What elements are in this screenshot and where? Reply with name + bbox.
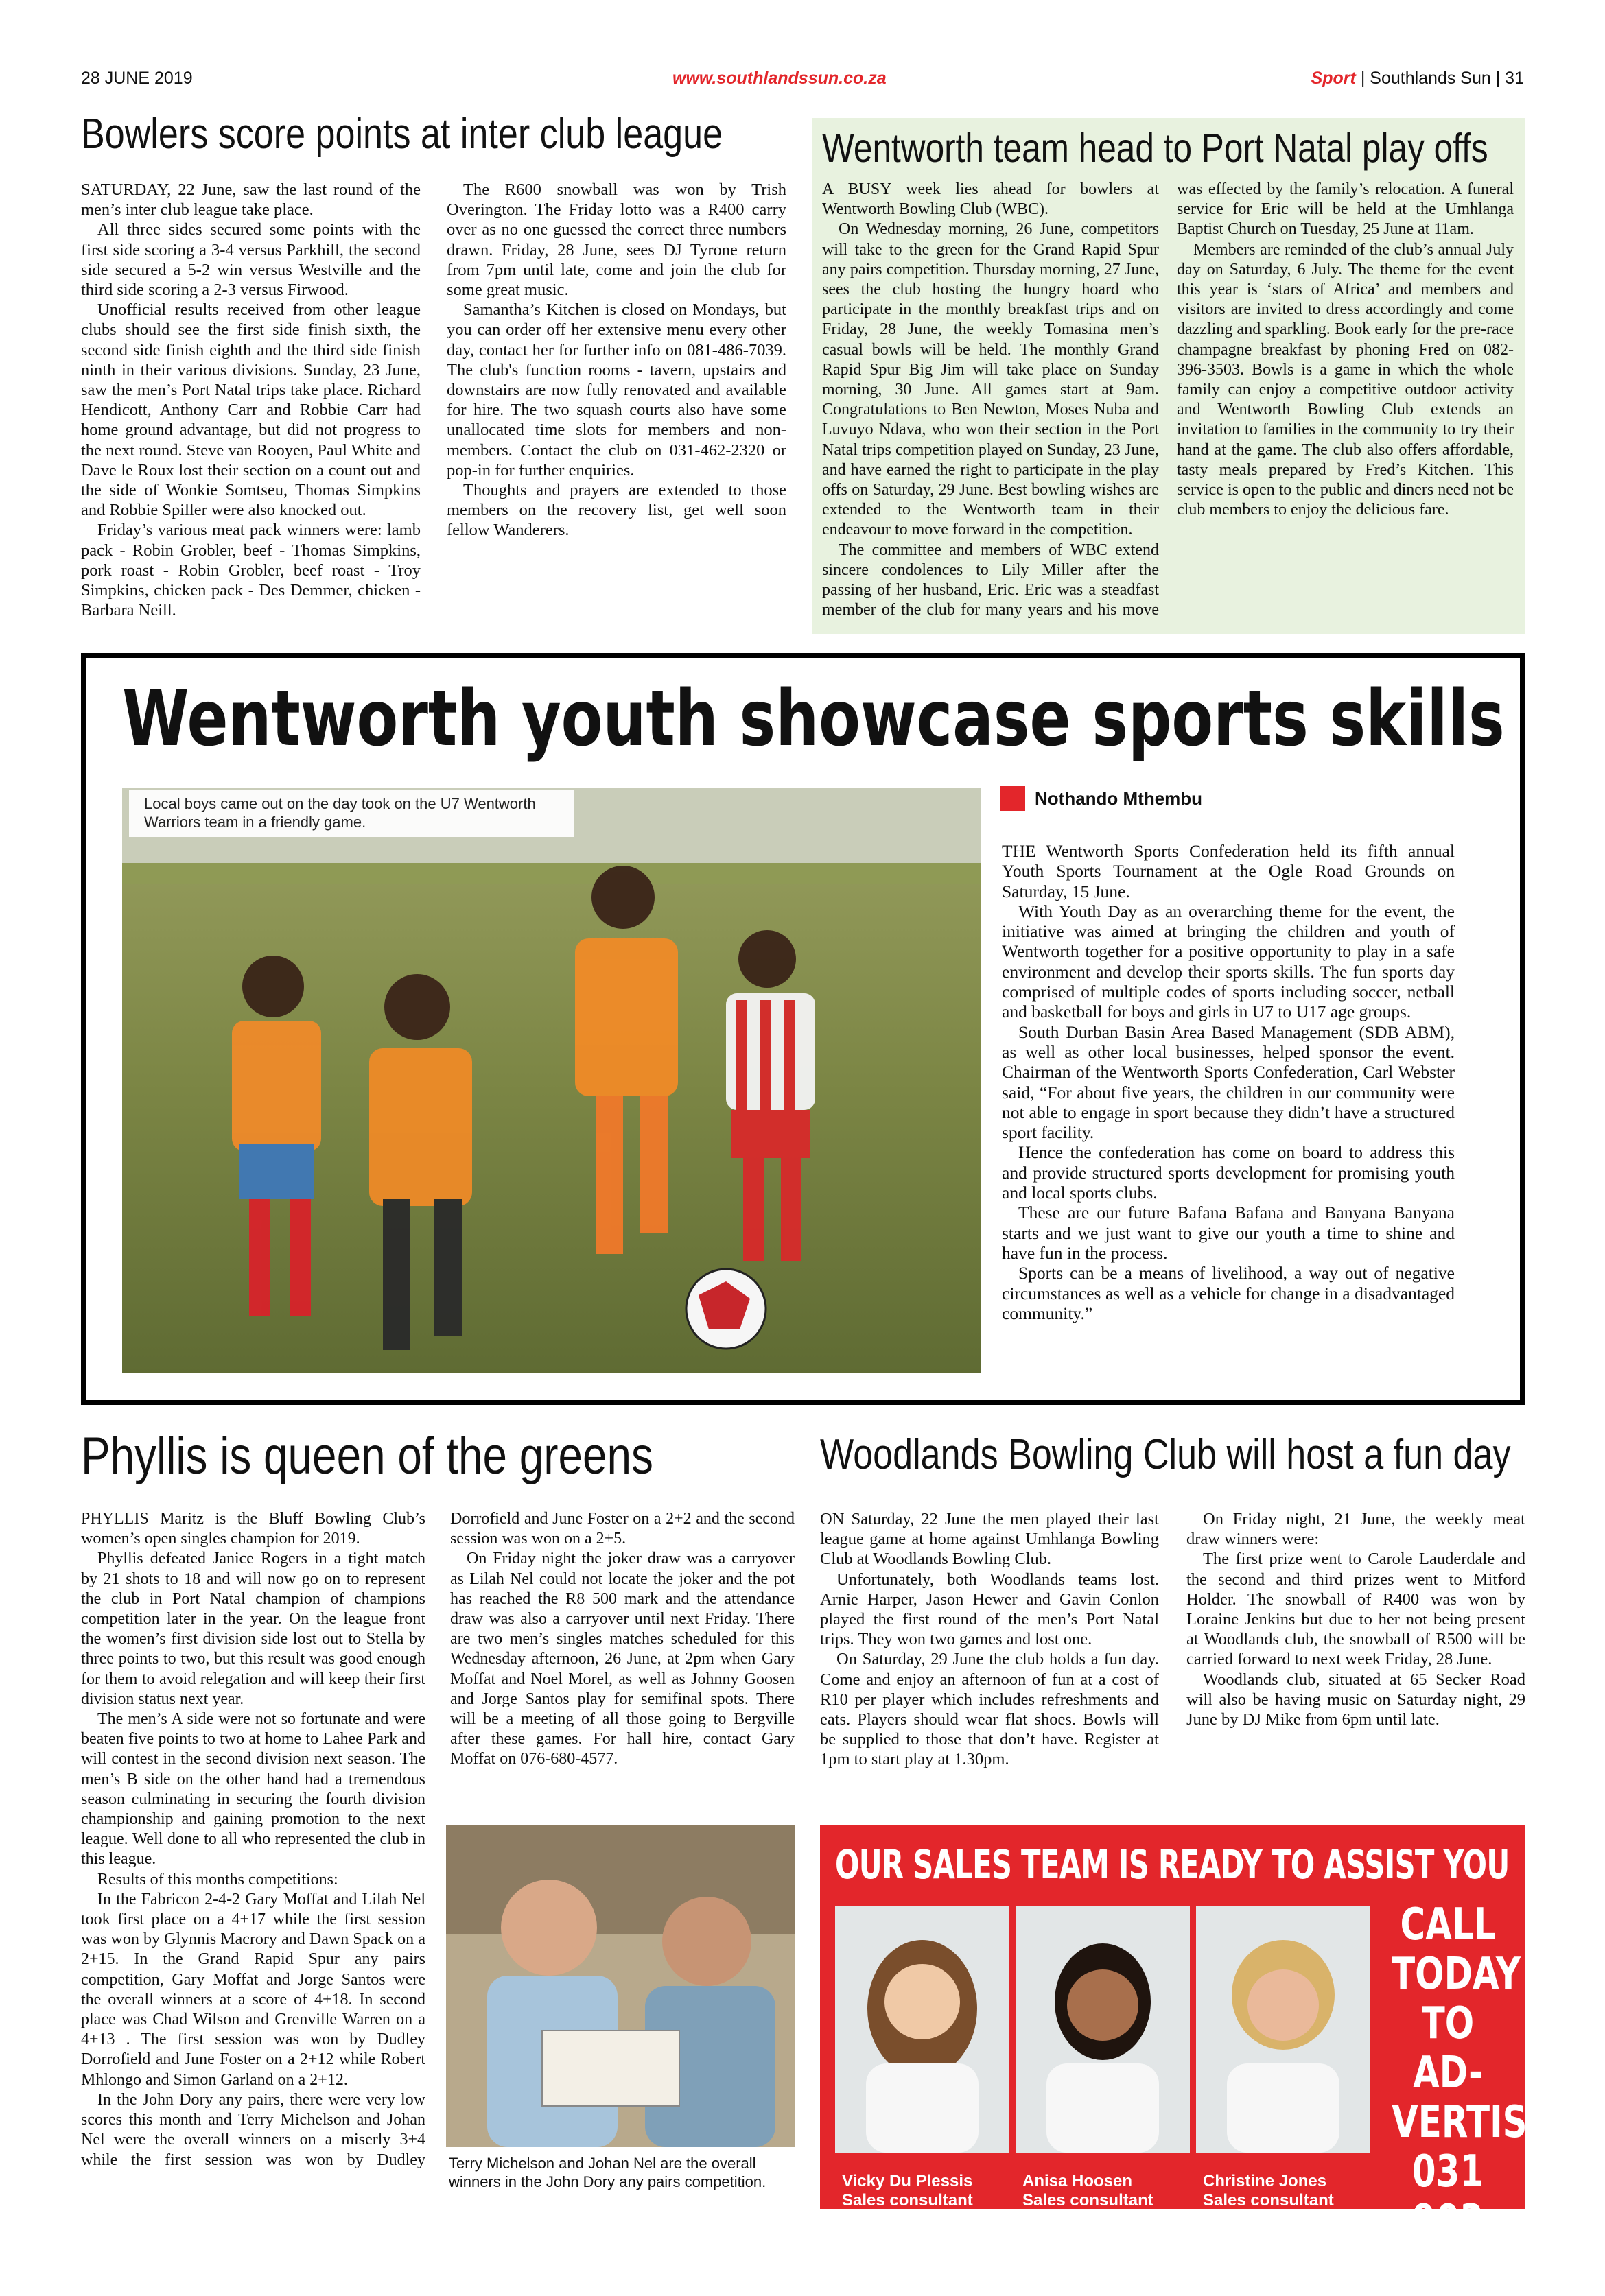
phyllis-photo-block	[446, 1825, 795, 2209]
call-line: CALL	[1400, 1899, 1496, 1950]
paragraph: Results of this months competitions:	[97, 1870, 338, 1889]
youth-byline	[1000, 786, 1202, 811]
woodlands-article-body	[820, 1509, 1525, 1797]
paragraph: The first prize went to Carole Lauderdale and the second and third prizes went to Mitford Holder. The snowball of R400 was won by Loraine Jenkins but due to her not being present at Woodlands club, the snowball of R500 will be carried forward to next week Friday, 28 June.	[1186, 1550, 1525, 1669]
call-line: TODAY	[1392, 1949, 1521, 2000]
website-link[interactable]: www.southlandssun.co.za	[672, 69, 887, 88]
paragraph: The committee and members of WBC extend sincere condolences to Lily Miller after the passing of her husband, Eric. Eric was a steadfast member of the club for many years and his move was effected by the family’s relocation. A funeral service for Eric will be held at the Umhlanga Baptist Church on Tuesday, 25 June at 11am.	[822, 180, 1514, 619]
youth-photo-caption: Local boys came out on the day took on the U7 Wentworth Warriors team in a friendly game.	[129, 790, 574, 837]
paragraph: On Friday night, 21 June, the weekly meat draw winners were:	[1186, 1510, 1525, 1549]
paragraph: THE Wentworth Sports Confederation held its fifth annual Youth Sports Tournament at the Ogle Road Grounds on Saturday, 15 June.	[1002, 841, 1455, 901]
paragraph: In the Fabricon 2-4-2 Gary Moffat and Lilah Nel took first place on a 4+17 while the first session was won by Glynnis Macrory and Dawn Spack on a 2+15. In the Grand Rapid Spur any pairs competition, Gary Moffat and Jorge Santos were the overall winners at a score of 4+18. In second place was Chad Wilson and Grenville Warren on a 4+13 . The first session was won by Dudley Dorrofield and June Foster on a 2+12 while Robert Mhlongo and Simon Garland on a 2+12.	[81, 1890, 425, 2089]
paragraph: Hence the confederation has come on board to address this and provide structured sports development for promising youth and local sports clubs.	[1002, 1142, 1455, 1203]
paragraph: All three sides secured some points with the first side scoring a 3-4 versus Parkhill, the second side secured a 5-2 win versus Westville and the third side scoring a 2-3 versus Firwood.	[81, 220, 421, 300]
phyllis-headline: Phyllis is queen of the greens	[81, 1427, 653, 1485]
paragraph: Woodlands club, situated at 65 Secker Road will also be having music on Saturday night, 29 June by DJ Mike from 6pm until late.	[1186, 1670, 1525, 1729]
staff-portrait	[1016, 1906, 1190, 2153]
call-line: 031 903	[1411, 2146, 1484, 2247]
staff-card-anisa	[1016, 1906, 1190, 2210]
page-folio	[1311, 69, 1524, 92]
byline-marker	[1000, 786, 1025, 811]
sales-team-advert	[820, 1825, 1551, 2296]
call-line: 2341	[1400, 2245, 1496, 2296]
wentworth-team-headline: Wentworth team head to Port Natal play offs	[822, 126, 1488, 171]
section-label: Sport	[1311, 69, 1356, 88]
paragraph: Unofficial results received from other league clubs should see the first side finish sixth, the second side finish eighth and the third side finish ninth in their various divisions. Sunday, 23 June, saw the men’s Port Natal trips take place. Richard Hendicott, Anthony Carr and Robbie Carr had home ground advantage, but did not progress to the next round. Steve van Rooyen, Paul White and Dave le Roux lost their section on a count out and the side of Wonkie Somtseu, Thomas Simpkins and Robbie Spiller were also knocked out.	[81, 300, 421, 520]
paragraph: Thoughts and prayers are extended to those members on the recovery list, get well soon fellow Wanderers.	[447, 481, 786, 540]
winners-photo-caption: Terry Michelson and Johan Nel are the overall winners in the John Dory any pairs competition.	[449, 2155, 766, 2190]
wentworth-team-article-body	[822, 180, 1514, 624]
youth-headline: Wentworth youth showcase sports skills	[122, 674, 1505, 764]
paragraph: South Durban Basin Area Based Management (SDB ABM), as well as other local businesses, helped sponsor the event. Chairman of the Wentworth Sports Confederation, Carl Webster said, “For about five years, the children in our community were not able to engage in sport because they didn’t have a structured sport facility.	[1002, 1021, 1455, 1143]
paragraph: Unfortunately, both Woodlands teams lost. Arnie Harper, Jason Hewer and Gavin Conlon played the first round of the men’s Port Natal trips. They won two games and lost one.	[820, 1570, 1159, 1649]
paragraph: The R600 snowball was won by Trish Overington. The Friday lotto was a R400 carry over as no one guessed the correct three numbers drawn. Friday, 28 June, sees DJ Tyrone return from 7pm until late, come and join the club for some great music.	[447, 180, 786, 300]
publication-page: | Southlands Sun | 31	[1360, 69, 1524, 88]
paragraph: On Wednesday morning, 26 June, competitors will take to the green for the Grand Rapid Spur any pairs competition. Thursday morning, 27 June, sees the club hosting the hungry hoard who participate in the monthly breakfast trips and on Friday, 28 June, the weekly Tomasina men’s casual bowls will be held. The monthly Grand Rapid Spur Big Jim will take place on Sunday morning, 30 June. All games start at 9am. Congratulations to Ben Newton, Moses Nuba and Luvuyo Ndava, who won their section in the Port Natal trips competition played on Sunday, 23 June, and have earned the right to participate in the play offs on Saturday, 29 June. Best bowling wishes are extended to the Wentworth team in their endeavour to move forward in the competition.	[822, 220, 1159, 539]
issue-date: 28 JUNE 2019	[81, 69, 193, 88]
paragraph: PHYLLIS Maritz is the Bluff Bowling Club’s women’s open singles champion for 2019.	[81, 1510, 425, 1548]
staff-name-label: Vicky Du Plessis Sales consultant	[842, 2172, 973, 2210]
woodlands-headline: Woodlands Bowling Club will host a fun day	[820, 1431, 1511, 1478]
call-line: VERTISE	[1392, 2097, 1551, 2148]
paragraph: SATURDAY, 22 June, saw the last round of the men’s inter club league take place.	[81, 180, 421, 220]
paragraph: Sports can be a means of livelihood, a way out of negative circumstances as well as a vehicle for change in a disadvantaged community.”	[1002, 1263, 1455, 1323]
paragraph: A BUSY week lies ahead for bowlers at Wentworth Bowling Club (WBC).	[822, 180, 1159, 219]
paragraph: The men’s A side were not so fortunate and were beaten five points to two at home to Lahee Park and will contest in the second division next season. The men’s B side on the other hand had a tremendous season culminating in securing the fourth division championship and gaining promotion to the next league. Well done to all who represented the club in this league.	[81, 1710, 425, 1869]
youth-article-body	[1002, 841, 1455, 1362]
paragraph: Samantha’s Kitchen is closed on Mondays, but you can order off her extensive menu every other day, contact her for further info on 081-486-7039. The club's function rooms - tavern, upstairs and downstairs are now fully renovated and available for hire. The two squash courts also have some unallocated time slots for members and non-members. Contact the club on 031-462-2320 or pop-in for further enquiries.	[447, 300, 786, 480]
paragraph: Phyllis defeated Janice Rogers in a tight match by 21 shots to 18 and will now go on to represent the club in Port Natal champion of champions competition later in the year. On the league front the women’s first division side lost out to Stella by three points to two, but this result was good enough for them to avoid relegation and will keep their first division status next year.	[81, 1550, 425, 1708]
paragraph: These are our future Bafana Bafana and Banyana Banyana starts and we just want to give our youth a time to shine and have fun in the process.	[1002, 1203, 1455, 1263]
call-line: TO AD-	[1413, 1998, 1483, 2098]
paragraph: Members are reminded of the club’s annual July day on Saturday, 6 July. The theme for the event this year is ‘stars of Africa’ and members and visitors are invited to dress accordingly and come dazzling and sparkling. Book early for the pre-race champagne breakfast by phoning Fred on 082-396-3503. Bowls is a game in which the whole family can enjoy a competitive outdoor activity and Wentworth Bowling Club extends an invitation to families in the community to try their hand at the game. The club also offers affordable, tasty meals prepared by Fred’s Kitchen. This service is open to the public and diners need not be club members to enjoy the delicious fare.	[1177, 240, 1514, 519]
paragraph: ON Saturday, 22 June the men played their last league game at home against Umhlanga Bowling Club at Woodlands Bowling Club.	[820, 1510, 1159, 1569]
paragraph: On Friday night the joker draw was a carryover as Lilah Nel could not locate the joker and the pot has reached the R8 500 mark and the attendance draw was also a carryover until next Friday. There are two men’s singles matches scheduled for this Wednesday afternoon, 26 June, at 2pm when Gary Moffat and Noel Morel, as well as Johnny Goosen and Jorge Santos play for semifinal spots. There will be a meeting of all those going to Bergville after these games. For hall hire, contact Gary Moffat on 076-680-4577.	[450, 1550, 795, 1768]
winners-photo	[446, 1825, 795, 2147]
bowlers-headline: Bowlers score points at inter club league	[81, 110, 723, 158]
football	[686, 1269, 766, 1349]
staff-portrait	[835, 1906, 1009, 2153]
advert-call-to-action[interactable]	[1392, 1899, 1551, 2296]
prize-certificate	[542, 2031, 679, 2106]
paragraph: Friday’s various meat pack winners were: lamb pack - Robin Grobler, beef - Thomas Simpkins, pork roast - Robin Grobler, beef roast - Troy Simpkins, chicken pack - Des Demmer, chicken - Barbara Neill.	[81, 521, 421, 620]
youth-football-photo	[122, 788, 981, 1373]
bowlers-article-body	[81, 180, 786, 629]
byline-author: Nothando Mthembu	[1035, 788, 1203, 809]
paragraph: On Saturday, 29 June the club holds a fun day. Come and enjoy an afternoon of fun at a cost of R10 per player which includes refreshments and eats. Players should wear flat shoes. Bowls will be supplied to those that don’t have. Register at 1pm to start play at 1.30pm.	[820, 1650, 1159, 1769]
paragraph: With Youth Day as an overarching theme for the event, the initiative was aimed at bringing the children and youth of Wentworth together for a positive opportunity to play in a safe environment and develop their sports skills. The fun sports day comprised of multiple codes of sports including soccer, netball and basketball for boys and girls in U7 to U17 age groups.	[1002, 901, 1455, 1022]
staff-card-christine	[1196, 1906, 1370, 2210]
advert-headline: OUR SALES TEAM IS READY TO ASSIST YOU	[835, 1841, 1510, 1888]
staff-name-label: Anisa Hoosen Sales consultant	[1022, 2172, 1153, 2210]
staff-portrait	[1196, 1906, 1370, 2153]
staff-name-label: Christine Jones Sales consultant	[1203, 2172, 1334, 2210]
staff-card-vicky	[835, 1906, 1009, 2210]
paragraph: In the John Dory any pairs, there were very low scores this month and Terry Michelson and Johan Nel were the overall winners on a miserly 3+4 while the first session was won by Dudley Dorrofield and June Foster on a 2+2 and the second session was won on a 2+5.	[81, 1510, 795, 2169]
